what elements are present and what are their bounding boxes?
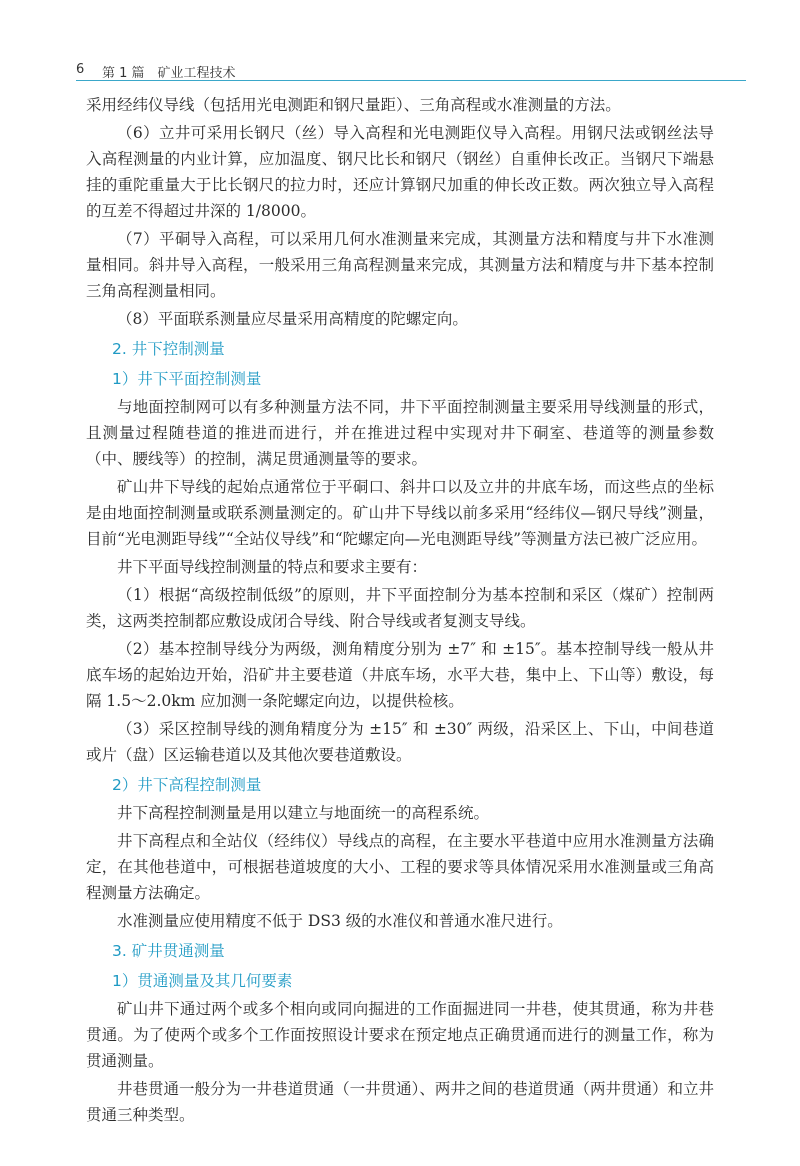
paragraph: （6）立井可采用长钢尺（丝）导入高程和光电测距仪导入高程。用钢尺法或钢丝法导入高程测量的内业计算，应加温度、钢尺比长和钢尺（钢丝）自重伸长改正。当钢尺下端悬挂的重陀重量大于比长钢尺的拉力时，还应计算钢尺加重的伸长改正数。两次独立导入高程的互差不得超过井深的 1/8000。 [86,124,714,220]
paragraph: 井巷贯通一般分为一井巷道贯通（一井贯通）、两井之间的巷道贯通（两井贯通）和立井贯通三种类型。 [86,1080,714,1124]
paragraph: （8）平面联系测量应尽量采用高精度的陀螺定向。 [117,310,468,328]
paragraph: 井下高程控制测量是用以建立与地面统一的高程系统。 [117,804,490,822]
paragraph: 与地面控制网可以有多种测量方法不同，井下平面控制测量主要采用导线测量的形式，且测量过程随巷道的推进而进行，并在推进过程中实现对井下硐室、巷道等的测量参数（中、腰线等）的控制，满足贯通测量等的要求。 [86,398,714,468]
paragraph: 水准测量应使用精度不低于 DS3 级的水准仪和普通水准尺进行。 [117,912,563,930]
paragraph: 井下平面导线控制测量的特点和要求主要有： [117,558,428,576]
paragraph: 矿山井下导线的起始点通常位于平硐口、斜井口以及立井的井底车场，而这些点的坐标是由地面控制测量或联系测量测定的。矿山井下导线以前多采用“经纬仪—钢尺导线”测量，目前“光电测距导线”“全站仪导线”和“陀螺定向—光电测距导线”等测量方法已被广泛应用。 [86,478,714,548]
page-body [86,92,714,1130]
subsection-heading: 1）贯通测量及其几何要素 [112,972,293,990]
paragraph: 矿山井下通过两个或多个相向或同向掘进的工作面掘进同一井巷，使其贯通，称为井巷贯通。为了使两个或多个工作面按照设计要求在预定地点正确贯通而进行的测量工作，称为贯通测量。 [86,1000,714,1070]
chapter-title: 第 1 篇 矿业工程技术 [102,66,236,81]
page-header [76,58,746,88]
paragraph: 采用经纬仪导线（包括用光电测距和钢尺量距）、三角高程或水准测量的方法。 [86,96,621,114]
paragraph: （1）根据“高级控制低级”的原则，井下平面控制分为基本控制和采区（煤矿）控制两类，这两类控制都应敷设成闭合导线、附合导线或者复测支导线。 [86,586,714,630]
paragraph: （3）采区控制导线的测角精度分为 ±15″ 和 ±30″ 两级，沿采区上、下山，中间巷道或片（盘）区运输巷道以及其他次要巷道敷设。 [86,720,714,764]
subsection-heading: 2）井下高程控制测量 [112,776,262,794]
subsection-heading: 1）井下平面控制测量 [112,370,262,388]
section-heading: 2. 井下控制测量 [112,340,225,358]
header-rule [76,80,746,81]
paragraph: 井下高程点和全站仪（经纬仪）导线点的高程，在主要水平巷道中应用水准测量方法确定，在其他巷道中，可根据巷道坡度的大小、工程的要求等具体情况采用水准测量或三角高程测量方法确定。 [86,832,714,902]
page-number: 6 [76,62,85,77]
paragraph: （2）基本控制导线分为两级，测角精度分别为 ±7″ 和 ±15″。基本控制导线一般从井底车场的起始边开始，沿矿井主要巷道（井底车场，水平大巷，集中上、下山等）敷设，每隔 1.5～2.0km 应加测一条陀螺定向边，以提供检核。 [86,640,714,710]
paragraph: （7）平硐导入高程，可以采用几何水准测量来完成，其测量方法和精度与井下水准测量相同。斜井导入高程，一般采用三角高程测量来完成，其测量方法和精度与井下基本控制三角高程测量相同。 [86,230,714,300]
section-heading: 3. 矿井贯通测量 [112,942,225,960]
